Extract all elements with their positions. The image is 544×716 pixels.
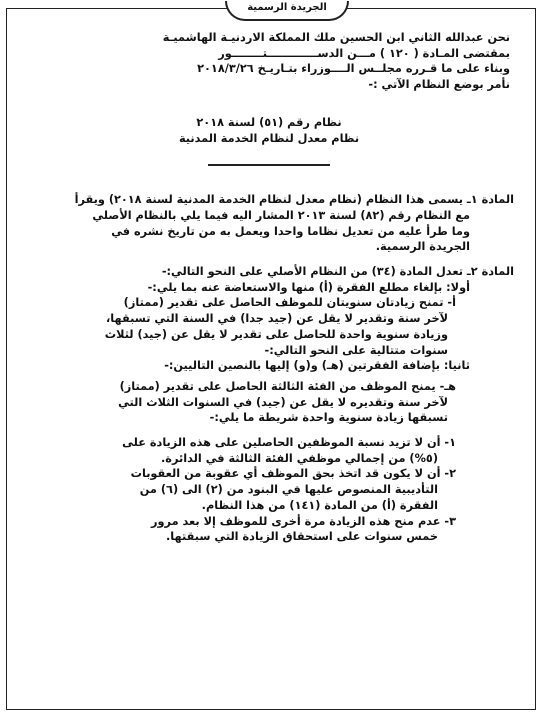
condition-2-line: الفقرة (أ) من المادة (١٤١) من هذا النظام. (201, 498, 438, 512)
item-a-line: أ- تمنح زيادتان سنويتان للموظف الحاصل على تقدير (ممتاز) (123, 296, 456, 310)
preamble (24, 30, 510, 93)
article-2-first: أولا: بإلغاء مطلع الفقرة (أ) منها والاستعاضة عنه بما يلي:- (147, 280, 470, 294)
item-h-line: تسبقها زيادة سنوية واحدة شريطة ما يلي:- (209, 411, 448, 425)
gazette-header-badge (225, 1, 349, 21)
article-1-line: مع النظام رقم (٨٢) لسنة ٢٠١٣ المشار اليه فيما يلي بالنظام الأصلي (92, 208, 470, 222)
condition-2-line: ٢- أن لا يكون قد اتخذ بحق الموظف أي عقوبة من العقوبات (130, 467, 456, 481)
article-2-intro: المادة ٢ـ تعدل المادة (٣٤) من النظام الأصلي على النحو التالي:- (161, 265, 514, 279)
item-h-line: هـ- يمنح الموظف من الفئة الثالثة الحاصل على تقدير (ممتاز) (119, 379, 456, 393)
condition-1-line: (٥%) من إجمالي موظفي الفئة الثالثة في الدائرة. (161, 451, 438, 465)
article-1-line: وما طرأ عليه من تعديل نظاما واحدا ويعمل به من تاريخ نشره في (111, 224, 470, 238)
preamble-line: نحن عبدالله الثاني ابن الحسين ملك المملكة الاردنيـة الهاشميـة (162, 31, 510, 44)
regulation-number: نظام رقم (٥١) لسنة ٢٠١٨ (196, 115, 342, 129)
item-a-line: لآخر سنة وتقدير لا يقل عن (جيد جدا) في السنة التي تسبقها، (105, 312, 448, 326)
item-a-line: وزيادة سنوية واحدة للحاصل على تقدير لا يقل عن (جيد) لثلاث (104, 327, 448, 341)
article-1 (24, 192, 514, 255)
article-1-line: الجريدة الرسمية. (375, 240, 470, 254)
regulation-name: نظام معدل لنظام الخدمة المدنية (178, 131, 360, 145)
condition-3-line: خمس سنوات على استحقاق الزيادة التي سبقتها. (166, 530, 438, 544)
preamble-line: نأمر بوضع النظام الآتي :- (368, 78, 510, 92)
title-divider (208, 164, 330, 166)
article-2 (24, 264, 514, 545)
regulation-title (24, 115, 514, 146)
gazette-label: الجريدة الرسمية (247, 2, 327, 13)
item-a-line: سنوات متتالية على النحو التالي:- (264, 343, 448, 357)
preamble-line: بمقتضى المـادة ( ١٢٠ ) مـــن الدســـــــــــــتــــــــور (218, 46, 510, 60)
article-2-second: ثانيا: بإضافة الفقرتين (هـ) و(و) إليها بالنصين التاليين:- (164, 359, 470, 373)
condition-3-line: ٣- عدم منح هذه الزيادة مرة أخرى للموظف إلا بعد مرور (151, 514, 456, 528)
article-1-line: المادة ١ـ يسمى هذا النظام (نظام معدل لنظام الخدمة المدنية لسنة ٢٠١٨) ويقرأ (74, 193, 514, 207)
document-body (24, 30, 514, 545)
preamble-line: وبناء على ما قـرره مجلــس الــــوزراء بتـاريـخ ٢٠١٨/٣/٢٦ (197, 62, 510, 76)
condition-2-line: التأديبية المنصوص عليها في البنود من (٢) الى (٦) من (139, 483, 438, 497)
condition-1-line: ١- أن لا تزيد نسبة الموظفين الحاصلين على هذه الزيادة على (122, 436, 456, 450)
item-h-line: لآخر سنة وتقديره لا يقل عن (جيد) في السنوات الثلاث التي (118, 395, 448, 409)
